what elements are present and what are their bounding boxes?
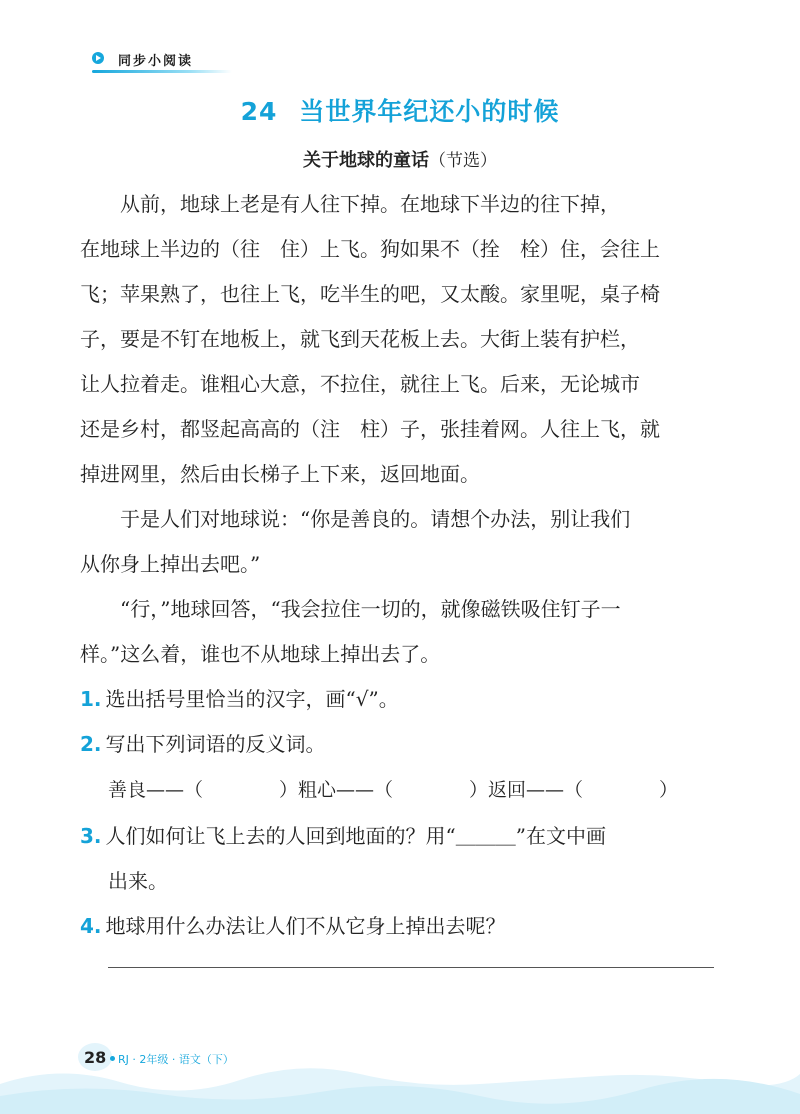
section-tag: 同步小阅读 [118, 54, 194, 69]
passage-line: 样。”这么着，谁也不从地球上掉出去了。 [80, 642, 441, 666]
passage-line: 掉进网里，然后由长梯子上下来，返回地面。 [80, 462, 480, 486]
excerpt-title [0, 146, 800, 172]
question-number: 4. [80, 914, 102, 938]
passage-line: 从你身上掉出去吧。” [80, 552, 261, 576]
question-1 [80, 683, 399, 712]
passage-line: 从前，地球上老是有人往下掉。在地球下半边的往下掉， [80, 192, 620, 216]
play-icon [92, 52, 104, 64]
footer-dot [110, 1056, 115, 1061]
excerpt-title-text: 关于地球的童话 [303, 150, 429, 171]
antonym-row: 善良——（ ）粗心——（ ）返回——（ ） [108, 779, 679, 801]
passage-line: 飞；苹果熟了，也往上飞，吃半生的吧，又太酸。家里呢，桌子椅 [80, 282, 660, 306]
excerpt-note: （节选） [429, 151, 497, 171]
question-text: 选出括号里恰当的汉字，画“√”。 [105, 687, 399, 711]
question-number: 3. [80, 824, 102, 848]
antonym-blanks[interactable] [108, 775, 678, 802]
question-text: 写出下列词语的反义词。 [105, 732, 326, 756]
question-3 [80, 820, 606, 849]
lesson-title-text: 当世界年纪还小的时候 [299, 97, 560, 126]
answer-line[interactable] [108, 967, 714, 968]
question-number: 2. [80, 732, 102, 756]
question-2 [80, 728, 326, 757]
passage-line: 让人拉着走。谁粗心大意，不拉住，就往上飞。后来，无论城市 [80, 372, 640, 396]
question-text: 地球用什么办法让人们不从它身上掉出去呢？ [105, 914, 506, 938]
lesson-number: 24 [240, 97, 278, 126]
passage-line: 于是人们对地球说：“你是善良的。请想个办法，别让我们 [80, 507, 631, 531]
passage-line: 还是乡村，都竖起高高的（注 柱）子，张挂着网。人往上飞，就 [80, 417, 660, 441]
question-4 [80, 910, 506, 939]
passage-line: 子，要是不钉在地板上，就飞到天花板上去。大街上装有护栏， [80, 327, 640, 351]
question-text: 人们如何让飞上去的人回到地面的？用“＿＿＿”在文中画 [105, 824, 606, 848]
page-number: 28 [84, 1048, 107, 1067]
header-underline [92, 70, 232, 73]
question-3-cont [108, 865, 168, 894]
passage-line: 在地球上半边的（往 住）上飞。狗如果不（拴 栓）住，会往上 [80, 237, 660, 261]
lesson-title [0, 92, 800, 128]
question-number: 1. [80, 687, 102, 711]
passage-line: “行，”地球回答，“我会拉住一切的，就像磁铁吸住钉子一 [80, 597, 621, 621]
footer-label: RJ · 2年级 · 语文（下） [118, 1053, 234, 1066]
question-text: 出来。 [108, 869, 168, 893]
